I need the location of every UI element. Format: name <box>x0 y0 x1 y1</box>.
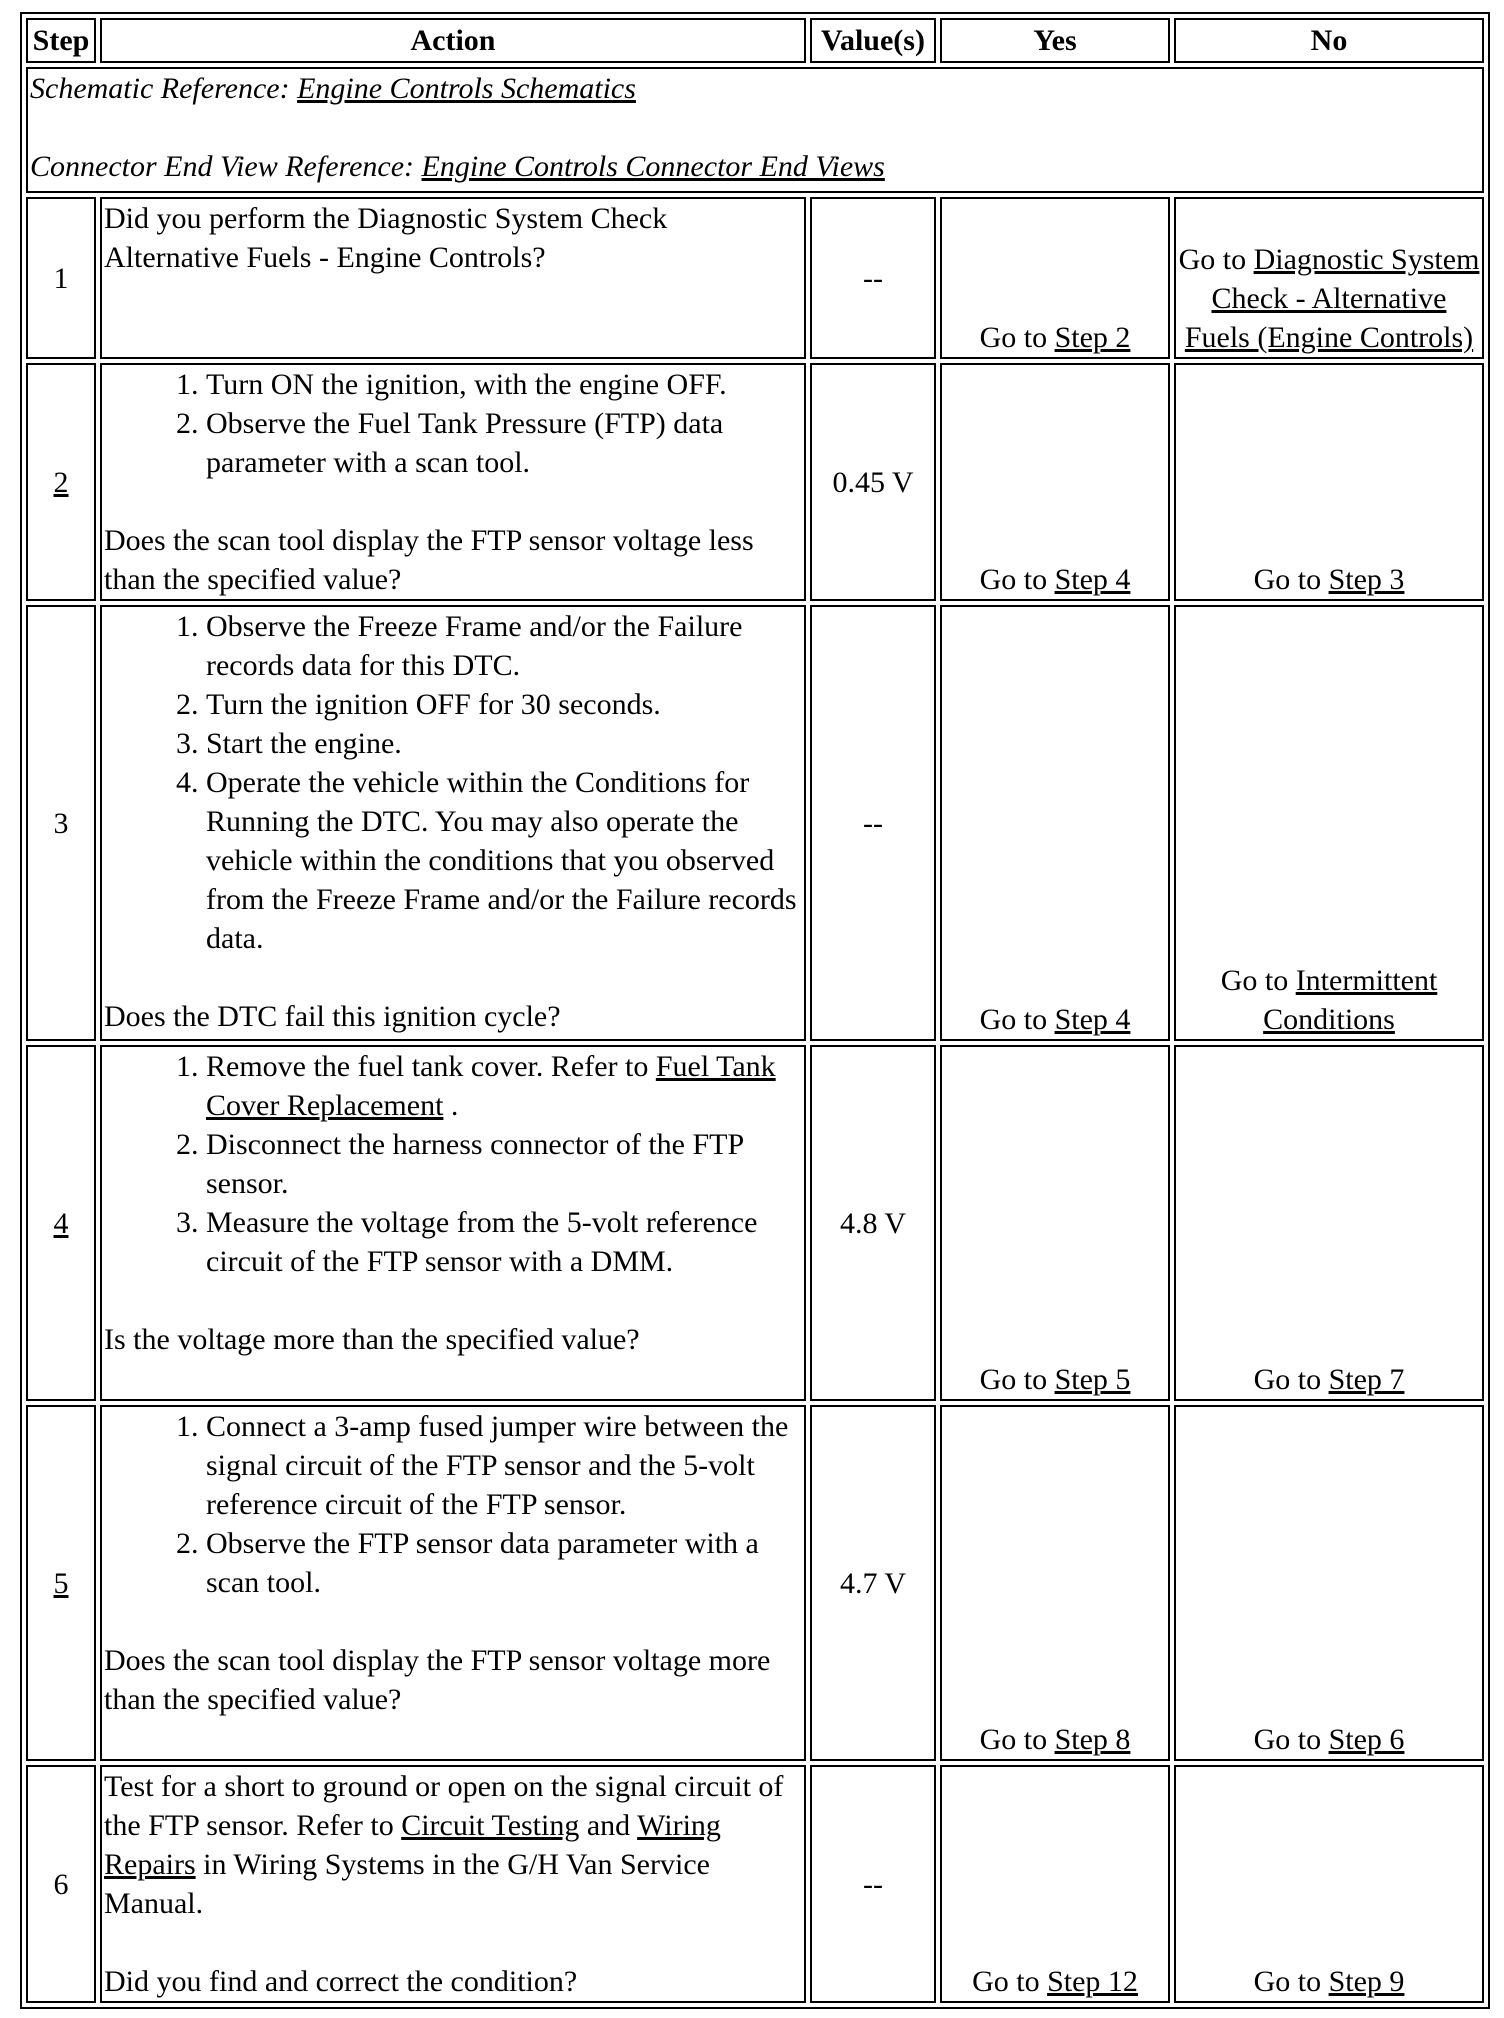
circuit-testing-link[interactable]: Circuit Testing <box>401 1809 580 1842</box>
no-prefix: Go to <box>1220 964 1296 997</box>
value-cell: 4.8 V <box>810 1045 936 1401</box>
step-number: 6 <box>26 1765 96 2003</box>
step-anchor-link[interactable]: 4 <box>53 1206 69 1240</box>
action-cell <box>100 605 806 1041</box>
yes-prefix: Go to <box>972 1965 1048 1998</box>
no-prefix: Go to <box>1253 1363 1329 1396</box>
schematic-reference-label: Schematic Reference: <box>30 72 298 105</box>
list-item: 4. Operate the vehicle within the Conditions for Running the DTC. You may also operate the vehicle within the conditions that you observed from the Freeze Frame and/or the Failure records data. <box>206 763 802 958</box>
no-cell <box>1174 1765 1484 2003</box>
table-row <box>26 1765 1484 2003</box>
action-cell <box>100 1045 806 1401</box>
no-prefix: Go to <box>1253 1965 1329 1998</box>
step-number <box>26 363 96 601</box>
action-cell <box>100 197 806 359</box>
step-anchor-link[interactable]: 5 <box>53 1566 69 1600</box>
value-cell: 0.45 V <box>810 363 936 601</box>
step-number: 3 <box>26 605 96 1041</box>
no-link[interactable]: Intermittent Conditions <box>1263 964 1438 1036</box>
step-number <box>26 1045 96 1401</box>
list-item: 1. Turn ON the ignition, with the engine OFF. <box>206 365 802 404</box>
no-prefix: Go to <box>1253 1723 1329 1756</box>
table-row <box>26 605 1484 1041</box>
header-step: Step <box>26 18 96 63</box>
action-question: Does the DTC fail this ignition cycle? <box>104 1000 561 1033</box>
no-cell <box>1174 197 1484 359</box>
header-values: Value(s) <box>810 18 936 63</box>
action-list <box>104 1407 802 1602</box>
no-cell <box>1174 605 1484 1041</box>
step-number <box>26 1405 96 1761</box>
value-cell: 4.7 V <box>810 1405 936 1761</box>
yes-prefix: Go to <box>979 1003 1055 1036</box>
value-cell: -- <box>810 1765 936 2003</box>
no-link[interactable]: Diagnostic System Check - Alternative Fuels (Engine Controls) <box>1184 243 1480 354</box>
yes-cell <box>940 1765 1170 2003</box>
action-cell <box>100 1765 806 2003</box>
table-row <box>26 197 1484 359</box>
list-item-suffix: . <box>443 1089 459 1122</box>
connector-reference-label: Connector End View Reference: <box>30 150 422 183</box>
yes-link[interactable]: Step 2 <box>1054 321 1131 354</box>
action-text <box>104 1767 802 1923</box>
yes-link[interactable]: Step 4 <box>1054 1003 1131 1036</box>
value-cell: -- <box>810 197 936 359</box>
yes-prefix: Go to <box>979 563 1055 596</box>
yes-cell <box>940 1045 1170 1401</box>
no-prefix: Go to <box>1253 563 1329 596</box>
header-action: Action <box>100 18 806 63</box>
action-list <box>104 607 802 958</box>
action-cell <box>100 363 806 601</box>
step-anchor-link[interactable]: 2 <box>53 465 69 499</box>
list-item: 2. Disconnect the harness connector of the FTP sensor. <box>206 1125 802 1203</box>
yes-link[interactable]: Step 4 <box>1054 563 1131 596</box>
yes-link[interactable]: Step 12 <box>1047 1965 1138 1998</box>
yes-cell <box>940 1405 1170 1761</box>
action-text-part: Test for a short to ground or open on the signal circuit of the FTP sensor. Refer to <box>104 1770 784 1842</box>
schematic-reference-link[interactable]: Engine Controls Schematics <box>297 72 636 105</box>
header-yes: Yes <box>940 18 1170 63</box>
list-item: 3. Measure the voltage from the 5-volt reference circuit of the FTP sensor with a DMM. <box>206 1203 802 1281</box>
yes-prefix: Go to <box>979 1723 1055 1756</box>
table-row <box>26 1405 1484 1761</box>
action-question: Did you perform the Diagnostic System Check Alternative Fuels - Engine Controls? <box>104 202 668 274</box>
connector-reference <box>30 147 1480 186</box>
no-cell <box>1174 1405 1484 1761</box>
action-cell <box>100 1405 806 1761</box>
yes-cell <box>940 363 1170 601</box>
action-list <box>104 365 802 482</box>
list-item: 2. Turn the ignition OFF for 30 seconds. <box>206 685 802 724</box>
header-row <box>26 18 1484 63</box>
value-cell: -- <box>810 605 936 1041</box>
table-row <box>26 363 1484 601</box>
no-prefix: Go to <box>1178 243 1254 276</box>
fuel-tank-cover-link[interactable]: Fuel Tank Cover Replacement <box>206 1050 776 1122</box>
action-text-part: and <box>579 1809 638 1842</box>
yes-cell <box>940 197 1170 359</box>
no-link[interactable]: Step 9 <box>1328 1965 1405 1998</box>
list-item: 1. Connect a 3-amp fused jumper wire between the signal circuit of the FTP sensor and the 5-volt reference circuit of the FTP sensor. <box>206 1407 802 1524</box>
header-no: No <box>1174 18 1484 63</box>
list-item: 2. Observe the Fuel Tank Pressure (FTP) data parameter with a scan tool. <box>206 404 802 482</box>
yes-prefix: Go to <box>979 1363 1055 1396</box>
no-cell <box>1174 363 1484 601</box>
no-link[interactable]: Step 3 <box>1328 563 1405 596</box>
reference-row <box>26 67 1484 193</box>
yes-cell <box>940 605 1170 1041</box>
step-number: 1 <box>26 197 96 359</box>
connector-reference-link[interactable]: Engine Controls Connector End Views <box>421 150 885 183</box>
wiring-repairs-link[interactable]: Wiring Repairs <box>104 1809 721 1881</box>
list-item <box>206 1047 802 1125</box>
action-question: Does the scan tool display the FTP sensor voltage more than the specified value? <box>104 1644 771 1716</box>
action-text-part: in Wiring Systems in the G/H Van Service Manual. <box>104 1848 710 1920</box>
action-question: Did you find and correct the condition? <box>104 1965 578 1998</box>
list-item-text: Remove the fuel tank cover. Refer to <box>206 1050 656 1083</box>
yes-link[interactable]: Step 8 <box>1054 1723 1131 1756</box>
diagnostic-table <box>20 12 1490 2009</box>
table-row <box>26 1045 1484 1401</box>
yes-prefix: Go to <box>979 321 1055 354</box>
action-question: Is the voltage more than the specified value? <box>104 1323 640 1356</box>
action-question: Does the scan tool display the FTP sensor voltage less than the specified value? <box>104 524 754 596</box>
yes-link[interactable]: Step 5 <box>1054 1363 1131 1396</box>
list-item: 1. Observe the Freeze Frame and/or the Failure records data for this DTC. <box>206 607 802 685</box>
list-item: 3. Start the engine. <box>206 724 802 763</box>
list-item: 2. Observe the FTP sensor data parameter with a scan tool. <box>206 1524 802 1602</box>
schematic-reference <box>30 69 1480 108</box>
no-link[interactable]: Step 6 <box>1328 1723 1405 1756</box>
reference-cell <box>26 67 1484 193</box>
no-link[interactable]: Step 7 <box>1328 1363 1405 1396</box>
no-cell <box>1174 1045 1484 1401</box>
action-list <box>104 1047 802 1281</box>
